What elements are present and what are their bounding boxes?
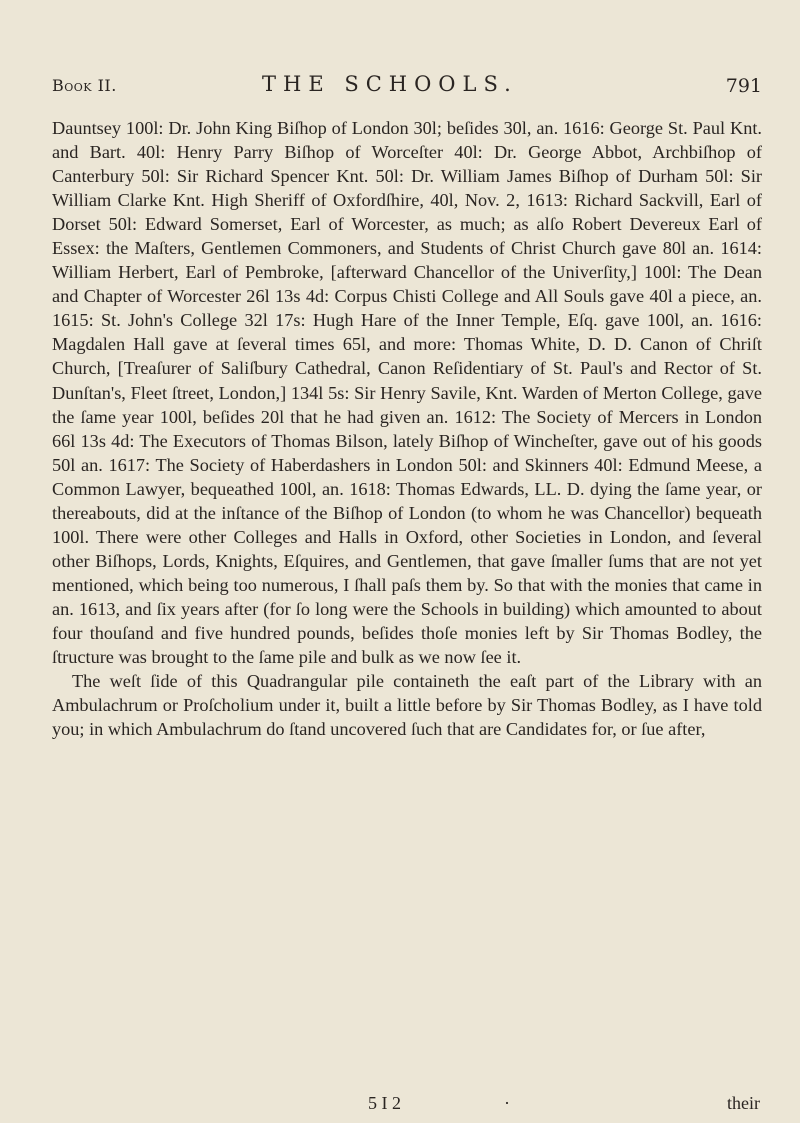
page-number: 791 [725, 75, 762, 97]
running-title: THE SCHOOLS. [262, 72, 518, 96]
page-header [52, 72, 762, 104]
footer-mark: · [504, 1093, 510, 1113]
paragraph-2: The weſt ſide of this Quadrangular pile containeth the eaſt part of the Library with an Ambulachrum or Proſcholium under it, built a little before by Sir Thomas Bodley, as I have told you; in which Ambulachrum do ſtand uncovered ſuch that are Candidates for, or ſue after, [52, 671, 762, 740]
signature-mark: 5 I 2 [368, 1093, 401, 1113]
catchword: their [727, 1093, 760, 1113]
body-text [52, 116, 762, 741]
book-label: Book II. [52, 76, 117, 95]
page-footer [52, 1093, 762, 1119]
paragraph-1: Dauntsey 100l: Dr. John King Biſhop of London 30l; beſides 30l, an. 1616: George St. Paul Knt. and Bart. 40l: Henry Parry Biſhop of Worceſter 40l: Dr. George Abbot, Archbiſhop of Canterbury 50l: Sir Richard Spencer Knt. 50l: Dr. William James Biſhop of Durham 50l: Sir William Clarke Knt. High Sheriff of Oxfordſhire, 40l, Nov. 2, 1613: Richard Sackvill, Earl of Dorset 50l: Edward Somerset, Earl of Worcester, as much; as alſo Robert Devereux Earl of Essex: the Maſters, Gentlemen Commoners, and Students of Christ Church gave 80l an. 1614: William Herbert, Earl of Pembroke, [afterward Chancellor of the Univerſity,] 100l: The Dean and Chapter of Worcester 26l 13s 4d: Corpus Chisti College and All Souls gave 40l a piece, an. 1615: St. John's College 32l 17s: Hugh Hare of the Inner Temple, Eſq. gave 100l, an. 1616: Magdalen Hall gave at ſeveral times 65l, and more: Thomas White, D. D. Canon of Chriſt Church, [Treaſurer of Saliſbury Cathedral, Canon Reſidentiary of St. Paul's and Rector of St. Dunſtan's, Fleet ſtreet, London,] 134l 5s: Sir Henry Savile, Knt. Warden of Merton College, gave the ſame year 100l, beſides 20l that he had given an. 1612: The Society of Mercers in London 66l 13s 4d: The Executors of Thomas Bilson, lately Biſhop of Wincheſter, gave out of his goods 50l an. 1617: The Society of Haberdashers in London 50l: and Skinners 40l: Edmund Meese, a Common Lawyer, bequeathed 100l, an. 1618: Thomas Edwards, LL. D. dying the ſame year, or thereabouts, did at the inſtance of the Biſhop of London (to whom he was Chancellor) bequeath 100l. There were other Colleges and Halls in Oxford, other Societies in London, and ſeveral other Biſhops, Lords, Knights, Eſquires, and Gentlemen, that gave ſmaller ſums that are not yet mentioned, which being too numerous, I ſhall paſs them by. So that with the monies that came in an. 1613, and ſix years after (for ſo long were the Schools in building) which amounted to about four thouſand and five hundred pounds, beſides thoſe monies left by Sir Thomas Bodley, the ſtructure was brought to the ſame pile and bulk as we now ſee it. [52, 118, 762, 668]
